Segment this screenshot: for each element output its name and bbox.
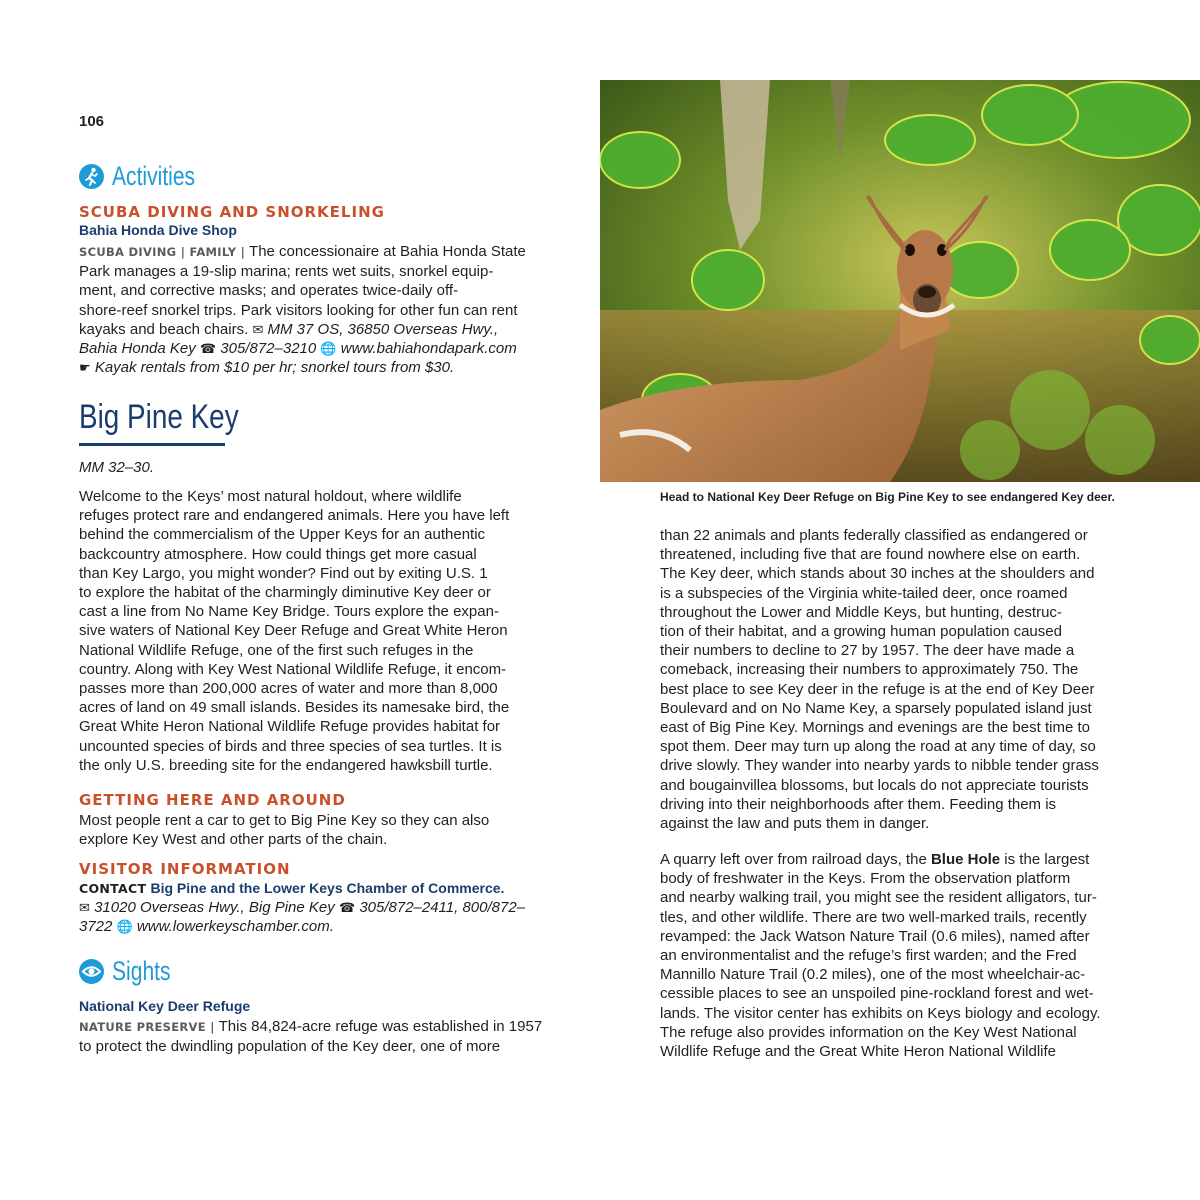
page-number: 106 bbox=[79, 113, 105, 130]
text-line: threatened, including five that are found nowhere else on earth. bbox=[660, 546, 1081, 564]
text-line: Great White Heron National Wildlife Refuge provides habitat for bbox=[79, 718, 501, 736]
text-line: country. Along with Key West National Wildlife Refuge, it encom- bbox=[79, 660, 507, 678]
address-2: Bahia Honda Key bbox=[79, 340, 196, 358]
text-fragment: A quarry left over from railroad days, the bbox=[660, 851, 931, 868]
text-line: east of Big Pine Key. Mornings and evenings are the best time to bbox=[660, 719, 1090, 737]
text-line: Wildlife Refuge and the Great White Heron National Wildlife bbox=[660, 1043, 1057, 1061]
text-line: to protect the dwindling population of the Key deer, one of more bbox=[79, 1038, 501, 1056]
text-line: driving into their neighborhoods after them. Feeding them is bbox=[660, 795, 1057, 813]
text-line: body of freshwater in the Keys. From the observation platform bbox=[660, 870, 1071, 888]
text-line: uncounted species of birds and three species of sea turtles. It is bbox=[79, 737, 502, 755]
text-line: Welcome to the Keys’ most natural holdout, where wildlife bbox=[79, 488, 462, 505]
activities-heading bbox=[79, 161, 219, 192]
text-fragment: is the largest bbox=[1000, 851, 1090, 868]
text-line: acres of land on 49 small islands. Besides its namesake bird, the bbox=[79, 699, 510, 717]
text-line: comeback, increasing their numbers to approximately 750. The bbox=[660, 661, 1079, 679]
contact-name: Big Pine and the Lower Keys Chamber of Commerce. bbox=[150, 880, 505, 896]
text-line: The concessionaire at Bahia Honda State bbox=[249, 243, 526, 260]
getting-heading: GETTING HERE AND AROUND bbox=[79, 791, 346, 809]
text-line: cast a line from No Name Key Bridge. Tours explore the expan- bbox=[79, 603, 499, 621]
website-link[interactable]: www.lowerkeyschamber.com. bbox=[136, 918, 334, 936]
photo-caption: Head to National Key Deer Refuge on Big Pine Key to see endangered Key deer. bbox=[660, 490, 1115, 504]
price-note: Kayak rentals from $10 per hr; snorkel tours from $30. bbox=[94, 359, 455, 377]
eye-icon bbox=[79, 959, 104, 984]
text-line: drive slowly. They wander into nearby yards to nibble tender grass bbox=[660, 757, 1099, 775]
phone-2: 3722 bbox=[79, 918, 113, 936]
website-link[interactable]: www.bahiahondapark.com bbox=[340, 340, 517, 358]
text-line: revamped: the Jack Watson Nature Trail (0.6 miles), named after bbox=[660, 927, 1090, 945]
text-line: ment, and corrective masks; and operates twice-daily off- bbox=[79, 282, 459, 300]
sights-listing-name: National Key Deer Refuge bbox=[79, 998, 251, 1014]
sights-heading bbox=[79, 956, 187, 987]
text-line: backcountry atmosphere. How could things get more casual bbox=[79, 545, 477, 563]
scuba-subheading: SCUBA DIVING AND SNORKELING bbox=[79, 203, 385, 221]
text-line: sive waters of National Key Deer Refuge and Great White Heron bbox=[79, 622, 508, 640]
text-line: the only U.S. breeding site for the endangered hawksbill turtle. bbox=[79, 756, 493, 774]
text-line: The refuge also provides information on the Key West National bbox=[660, 1023, 1077, 1041]
text-line: Boulevard and on No Name Key, a sparsely populated island just bbox=[660, 699, 1092, 717]
text-line: The Key deer, which stands about 30 inches at the shoulders and bbox=[660, 565, 1095, 583]
text-line: an environmentalist and the refuge’s first warden; and the Fred bbox=[660, 947, 1077, 965]
running-person-icon bbox=[79, 164, 104, 189]
visitor-info bbox=[79, 879, 549, 937]
listing-name: Bahia Honda Dive Shop bbox=[79, 222, 237, 238]
text-line: cessible places to see an unspoiled pine-rockland forest and wet- bbox=[660, 985, 1094, 1003]
text-line: than 22 animals and plants federally classified as endangered or bbox=[660, 527, 1088, 544]
text-line: and nearby walking trail, you might see the resident alligators, tur- bbox=[660, 889, 1097, 907]
text-line: refuges protect rare and endangered animals. Here you have left bbox=[79, 507, 510, 525]
text-line: and bougainvillea blossoms, but locals do not appreciate tourists bbox=[660, 776, 1089, 794]
intro-paragraph bbox=[79, 487, 539, 775]
text-line: tion of their habitat, and a growing human population caused bbox=[660, 623, 1062, 641]
text-line: This 84,824-acre refuge was established in 1957 bbox=[218, 1018, 543, 1035]
visitor-heading: VISITOR INFORMATION bbox=[79, 860, 291, 878]
text-line: National Wildlife Refuge, one of the first such refuges in the bbox=[79, 641, 474, 659]
text-line: explore Key West and other parts of the chain. bbox=[79, 831, 388, 849]
phone-icon: ☎ bbox=[338, 900, 356, 916]
text-line: best place to see Key deer in the refuge is at the end of Key Deer bbox=[660, 680, 1095, 698]
phone: 305/872–2411, 800/872– bbox=[359, 899, 526, 917]
phone: 305/872–3210 bbox=[220, 340, 317, 358]
text-line: Park manages a 19-slip marina; rents wet suits, snorkel equip- bbox=[79, 263, 494, 281]
destination-title: Big Pine Key bbox=[79, 398, 239, 436]
activities-listing-body bbox=[79, 242, 539, 377]
activities-title: Activities bbox=[112, 161, 196, 191]
text-line: Mannillo Nature Trail (0.2 miles), one of the most wheelchair-ac- bbox=[660, 966, 1086, 984]
mile-marker: MM 32–30. bbox=[79, 459, 155, 476]
text-line: behind the commercialism of the Upper Keys for an authentic bbox=[79, 526, 486, 544]
text-line: passes more than 200,000 acres of water and more than 8,000 bbox=[79, 680, 498, 698]
address: MM 37 OS, 36850 Overseas Hwy., bbox=[267, 320, 499, 338]
text-line: against the law and puts them in danger. bbox=[660, 815, 930, 833]
text-line: throughout the Lower and Middle Keys, but hunting, destruc- bbox=[660, 603, 1062, 621]
text-line: tles, and other wildlife. There are two well-marked trails, recently bbox=[660, 908, 1087, 926]
pointing-hand-icon: ☛ bbox=[79, 360, 91, 376]
text-line: spot them. Deer may turn up along the road at any time of day, so bbox=[660, 738, 1096, 756]
mail-icon: ✉ bbox=[252, 321, 264, 337]
text-line: than Key Largo, you might wonder? Find out by exiting U.S. 1 bbox=[79, 564, 488, 582]
blue-hole-name: Blue Hole bbox=[930, 851, 1001, 868]
title-underline bbox=[79, 443, 225, 446]
globe-icon: 🌐 bbox=[116, 919, 133, 935]
text-line: shore-reef snorkel trips. Park visitors looking for other fun can rent bbox=[79, 301, 518, 319]
blue-hole-paragraph bbox=[660, 850, 1130, 1061]
text-line: lands. The visitor center has exhibits on Keys biology and ecology. bbox=[660, 1004, 1101, 1022]
deer-paragraph bbox=[660, 526, 1130, 833]
phone-icon: ☎ bbox=[199, 341, 217, 357]
listing-tags: SCUBA DIVING | FAMILY | bbox=[79, 245, 246, 259]
listing-tags: NATURE PRESERVE | bbox=[79, 1020, 215, 1034]
getting-paragraph bbox=[79, 811, 539, 849]
text-line: to explore the habitat of the charmingly diminutive Key deer or bbox=[79, 584, 491, 602]
contact-label: CONTACT bbox=[79, 881, 147, 896]
text-line: is a subspecies of the Virginia white-tailed deer, once roamed bbox=[660, 584, 1068, 602]
text-line: their numbers to decline to 27 by 1957. The deer have made a bbox=[660, 642, 1075, 660]
mail-icon: ✉ bbox=[79, 900, 90, 916]
globe-icon: 🌐 bbox=[320, 341, 337, 357]
sights-title: Sights bbox=[112, 956, 171, 986]
text-line: Most people rent a car to get to Big Pine Key so they can also bbox=[79, 812, 490, 829]
key-deer-photo bbox=[600, 80, 1200, 482]
address: 31020 Overseas Hwy., Big Pine Key bbox=[94, 899, 335, 917]
sights-listing-body bbox=[79, 1017, 543, 1056]
text-line: kayaks and beach chairs. bbox=[79, 320, 249, 338]
